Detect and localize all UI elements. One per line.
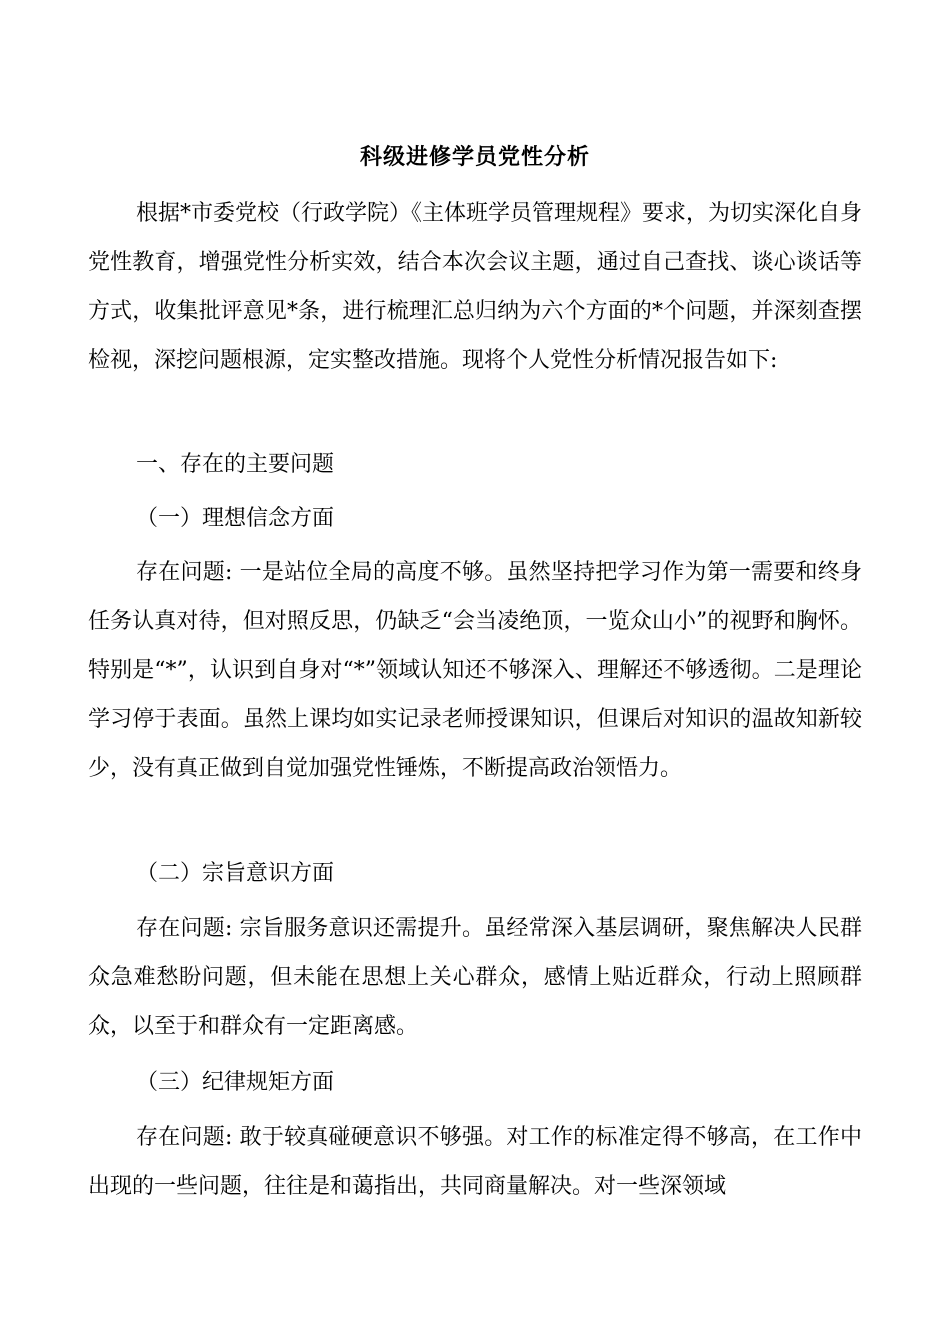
subsection-heading-purpose-awareness: （二）宗旨意识方面 bbox=[136, 861, 335, 886]
paragraph-discipline-rules: 存在问题: 敢于较真碰硬意识不够强。对工作的标准定得不够高，在工作中出现的一些问题，往往是和蔼指出，共同商量解决。对一些深领域 bbox=[88, 1125, 862, 1199]
paragraph-ideals-beliefs: 存在问题: 一是站位全局的高度不够。虽然坚持把学习作为第一需要和终身任务认真对待，但对照反思，仍缺乏“会当凌绝顶，一览众山小”的视野和胸怀。特别是“*”，认识到自身对“*”领域认知还不够深入、理解还不够透彻。二是理论学习停于表面。虽然上课均如实记录老师授课知识，但课后对知识的温故知新较少，没有真正做到自觉加强党性锤炼，不断提高政治领悟力。 bbox=[88, 560, 862, 781]
subsection-heading-discipline-rules: （三）纪律规矩方面 bbox=[136, 1070, 335, 1095]
subsection-heading-ideals-beliefs: （一）理想信念方面 bbox=[136, 506, 335, 531]
intro-paragraph: 根据*市委党校（行政学院）《主体班学员管理规程》要求，为切实深化自身党性教育，增强党性分析实效，结合本次会议主题，通过自己查找、谈心谈话等方式，收集批评意见*条，进行梳理汇总归纳为六个方面的*个问题，并深刻查摆检视，深挖问题根源，定实整改措施。现将个人党性分析情况报告如下: bbox=[88, 201, 863, 373]
document-title: 科级进修学员党性分析 bbox=[359, 144, 590, 170]
section-heading-main-problems: 一、存在的主要问题 bbox=[136, 452, 335, 477]
paragraph-purpose-awareness: 存在问题: 宗旨服务意识还需提升。虽经常深入基层调研，聚焦解决人民群众急难愁盼问题，但未能在思想上关心群众，感情上贴近群众，行动上照顾群众，以至于和群众有一定距离感。 bbox=[88, 916, 862, 1039]
